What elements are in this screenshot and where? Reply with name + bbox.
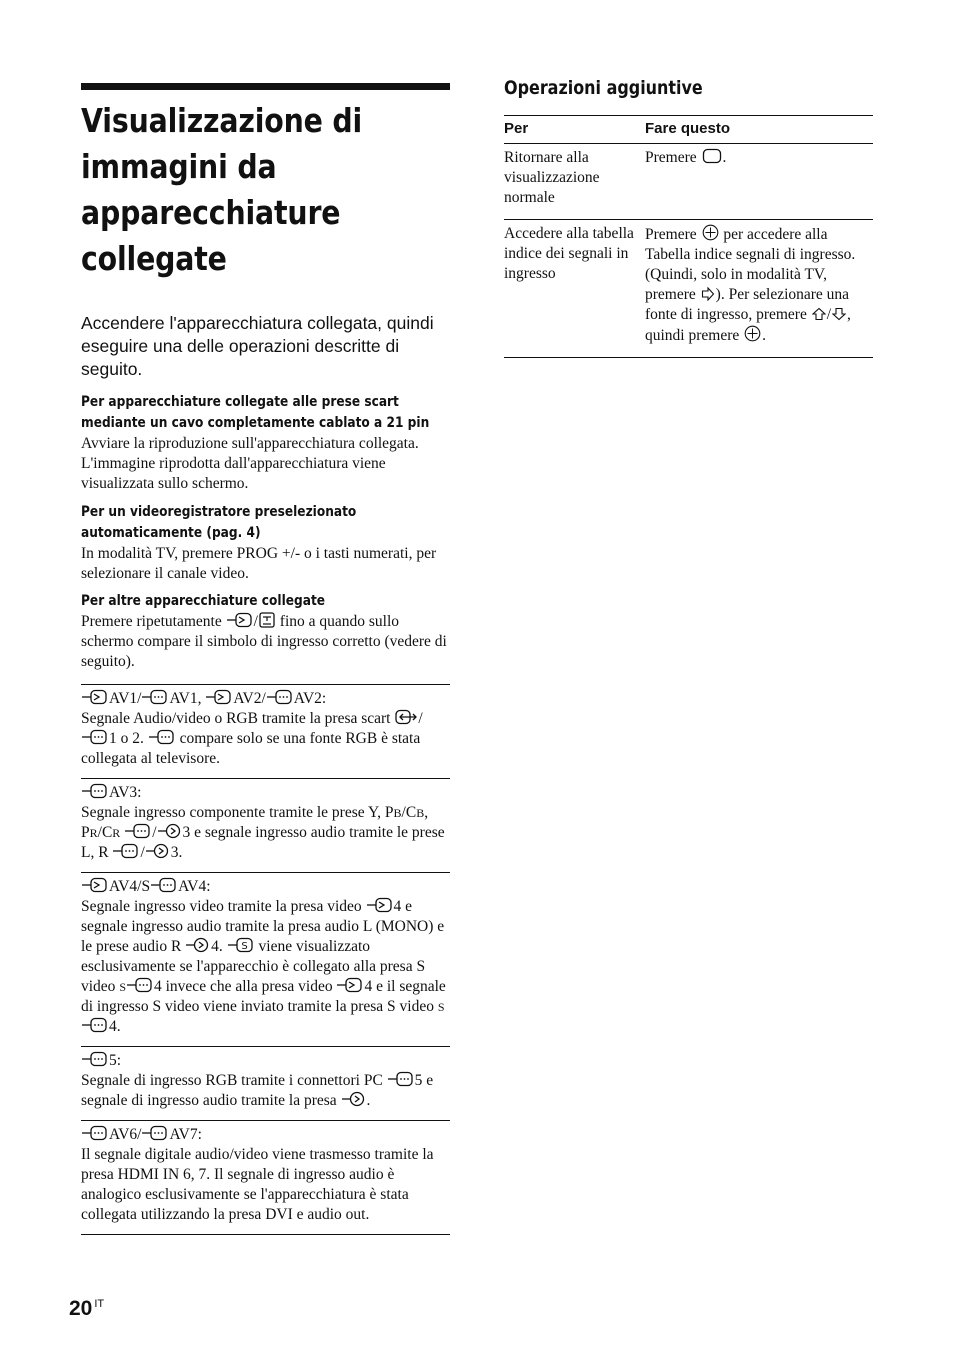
input-block-av1-av2 [81,685,450,779]
section-body-other [81,612,450,672]
av3-cr: /C [97,824,113,841]
av4-text-2: 4 e segnale ingresso audio tramite la presa audio L (MONO) e le prese audio R [81,898,445,955]
hdmi-text: Il segnale digitale audio/video viene trasmesso tramite la presa HDMI IN 6, 7. Il segnale di ingresso audio è analogico esclusivamente se l'apparecchiatura è stata collegata utilizzando la presa DVI e audio out. [81,1146,434,1223]
row2-text-1: Premere [645,226,697,243]
page-language: IT [94,1298,105,1310]
left-column [81,83,450,1235]
av3-cr-sub: R [112,826,121,840]
input-select-icon [227,612,253,628]
row2-text-5: . [762,327,767,344]
label-av3: AV3: [109,784,142,801]
av3-cb: /C [401,804,417,821]
av1-slash: / [418,710,423,727]
label-av1-rgb: AV1, [169,690,202,707]
label-av1: AV1/ [109,690,142,707]
av4-text-4: viene visualizzato esclusivamente se l'apparecchio è collegato alla presa S video [81,938,426,995]
av1-text-2: 1 o 2. [109,730,144,747]
other-slash: / [253,613,258,630]
input-block-av3 [81,779,450,873]
av3-text-2: 3 e segnale ingresso audio tramite le prese L, R [81,824,445,861]
operations-title: Operazioni aggiuntive [504,77,703,99]
page-number-value: 20 [69,1297,93,1320]
page-number [69,1297,104,1321]
scart-line-2: L'immagine riprodotta dall'apparecchiatura viene visualizzata sullo schermo. [81,455,386,492]
other-text-1: Premere ripetutamente [81,613,222,630]
audio-input-icon [146,843,170,859]
scart-line-1: Avviare la riproduzione sull'apparecchiatura collegata. [81,435,419,452]
av4-text-5: 4 invece che alla presa video [154,978,333,995]
av4-text-7: 4. [109,1018,121,1035]
s-video-input-icon [82,1017,108,1033]
label-av7: AV7: [169,1126,202,1143]
rgb-input-icon [125,823,151,839]
s-video-input-icon [127,977,153,993]
av4-text-1: Segnale ingresso video tramite la presa video [81,898,362,915]
row2-slash: / [826,306,832,323]
svg-text:S: S [240,941,248,952]
row2-action [645,220,873,358]
section-heading-other: Per altre apparecchiature collegate [81,593,326,609]
rgb-input-icon [142,689,168,705]
row2-text-3: ). Per selezionare una fonte di ingresso, premere [645,286,850,323]
rgb-input-icon [267,689,293,705]
section-heading-vcr: Per un videoregistratore preselezionato automaticamente (pag. 4) [81,504,357,541]
audio-input-icon [186,937,210,953]
section-body-vcr: In modalità TV, premere PROG +/- o i tasti numerati, per selezionare il canale video. [81,545,437,582]
col-header-fare: Fare questo [645,116,873,144]
audio-input-icon [158,823,182,839]
table-row [504,220,873,358]
pc-text-3: . [366,1092,371,1109]
operations-table [504,115,873,358]
label-av4-s: AV4: [178,878,211,895]
row1-text-1: Premere [645,149,697,166]
ok-button-icon [744,325,761,342]
av4-text-6: 4 e il segnale di ingresso S video viene inviato tramite la presa S video [81,978,446,1015]
input-block-av4 [81,873,450,1047]
av3-slash-2: / [140,844,145,861]
pc-input-icon [82,1051,108,1067]
av4-text-3: 4. [211,938,223,955]
av4-s-2: S [437,1000,445,1014]
input-icon [82,877,108,893]
row2-text-4: quindi premere [645,327,740,344]
row1-per: Ritornare alla visualizzazione normale [504,144,645,220]
scart-inout-icon [395,709,417,725]
other-text-2: fino a quando sullo schermo compare il simbolo di ingresso corretto (vedere di seguito). [81,613,447,670]
right-column [504,75,873,358]
section-heading-scart: Per apparecchiature collegate alle prese scart mediante un cavo completamente cablato a 21 pin [81,394,430,431]
pc-text-2: 5 e segnale di ingresso audio tramite la presa [81,1072,434,1109]
input-block-pc [81,1047,450,1121]
av3-slash-1: / [152,824,157,841]
av4-header [81,877,450,897]
rgb-input-icon [113,843,139,859]
teletext-hold-icon [259,612,275,628]
input-block-hdmi [81,1121,450,1235]
audio-input-icon [342,1091,366,1107]
input-icon [206,689,232,705]
ok-button-icon [702,224,719,241]
pc-input-icon [388,1071,414,1087]
av3-text-3: 3. [170,844,183,861]
input-icon [367,897,393,913]
row2-per: Accedere alla tabella indice dei segnali in ingresso [504,220,645,358]
rgb-input-icon [149,729,175,745]
section-body-scart [81,434,450,494]
table-header-row [504,116,873,144]
pc-text-1: Segnale di ingresso RGB tramite i connettori PC [81,1072,383,1089]
s-video-symbol-icon [228,937,254,953]
av3-pr-sub: R [89,826,98,840]
s-video-input-icon [151,877,177,893]
arrow-up-icon [812,307,826,321]
label-av4: AV4/S [109,878,151,895]
hdmi-header [81,1125,450,1145]
intro-text: Accendere l'apparecchiatura collegata, quindi eseguire una delle operazioni descritte di seguito. [81,313,434,379]
label-av6: AV6/ [109,1126,142,1143]
av1-text-1: Segnale Audio/video o RGB tramite la presa scart [81,710,391,727]
arrow-down-icon [832,307,846,321]
row2-text-2: per accedere alla Tabella indice segnali di ingresso. (Quindi, solo in modalità TV, premere [645,226,856,303]
input-symbol-list [81,684,450,1235]
av1-text-3: compare solo se una fonte RGB è stata collegata al televisore. [81,730,421,767]
av3-cb-sub: B [416,806,425,820]
input-icon [337,977,363,993]
table-row [504,144,873,220]
av3-pb-sub: B [393,806,402,820]
av3-header [81,783,450,803]
label-av2-rgb: AV2: [293,690,327,707]
arrow-right-icon [701,287,715,301]
label-av2: AV2/ [233,690,266,707]
rgb-input-icon [82,783,108,799]
title-rule [81,83,450,90]
row2-comma: , [847,306,851,323]
col-header-per: Per [504,116,645,144]
av3-text-1: Segnale ingresso componente tramite le prese Y, P [81,804,394,821]
input-icon [82,689,108,705]
av3-pr: P [81,824,90,841]
av1-av2-header [81,689,450,709]
rgb-input-icon [82,729,108,745]
label-pc: 5: [109,1052,122,1069]
row1-text-2: . [722,149,727,166]
pc-header [81,1051,450,1071]
hdmi-input-icon [142,1125,168,1141]
row1-action [645,144,873,220]
page-title: Visualizzazione di immagini da apparecchiature collegate [81,101,363,278]
av3-comma: , [424,804,429,821]
tv-button-icon [702,148,722,164]
hdmi-input-icon [82,1125,108,1141]
av4-s-1: S [119,980,126,994]
